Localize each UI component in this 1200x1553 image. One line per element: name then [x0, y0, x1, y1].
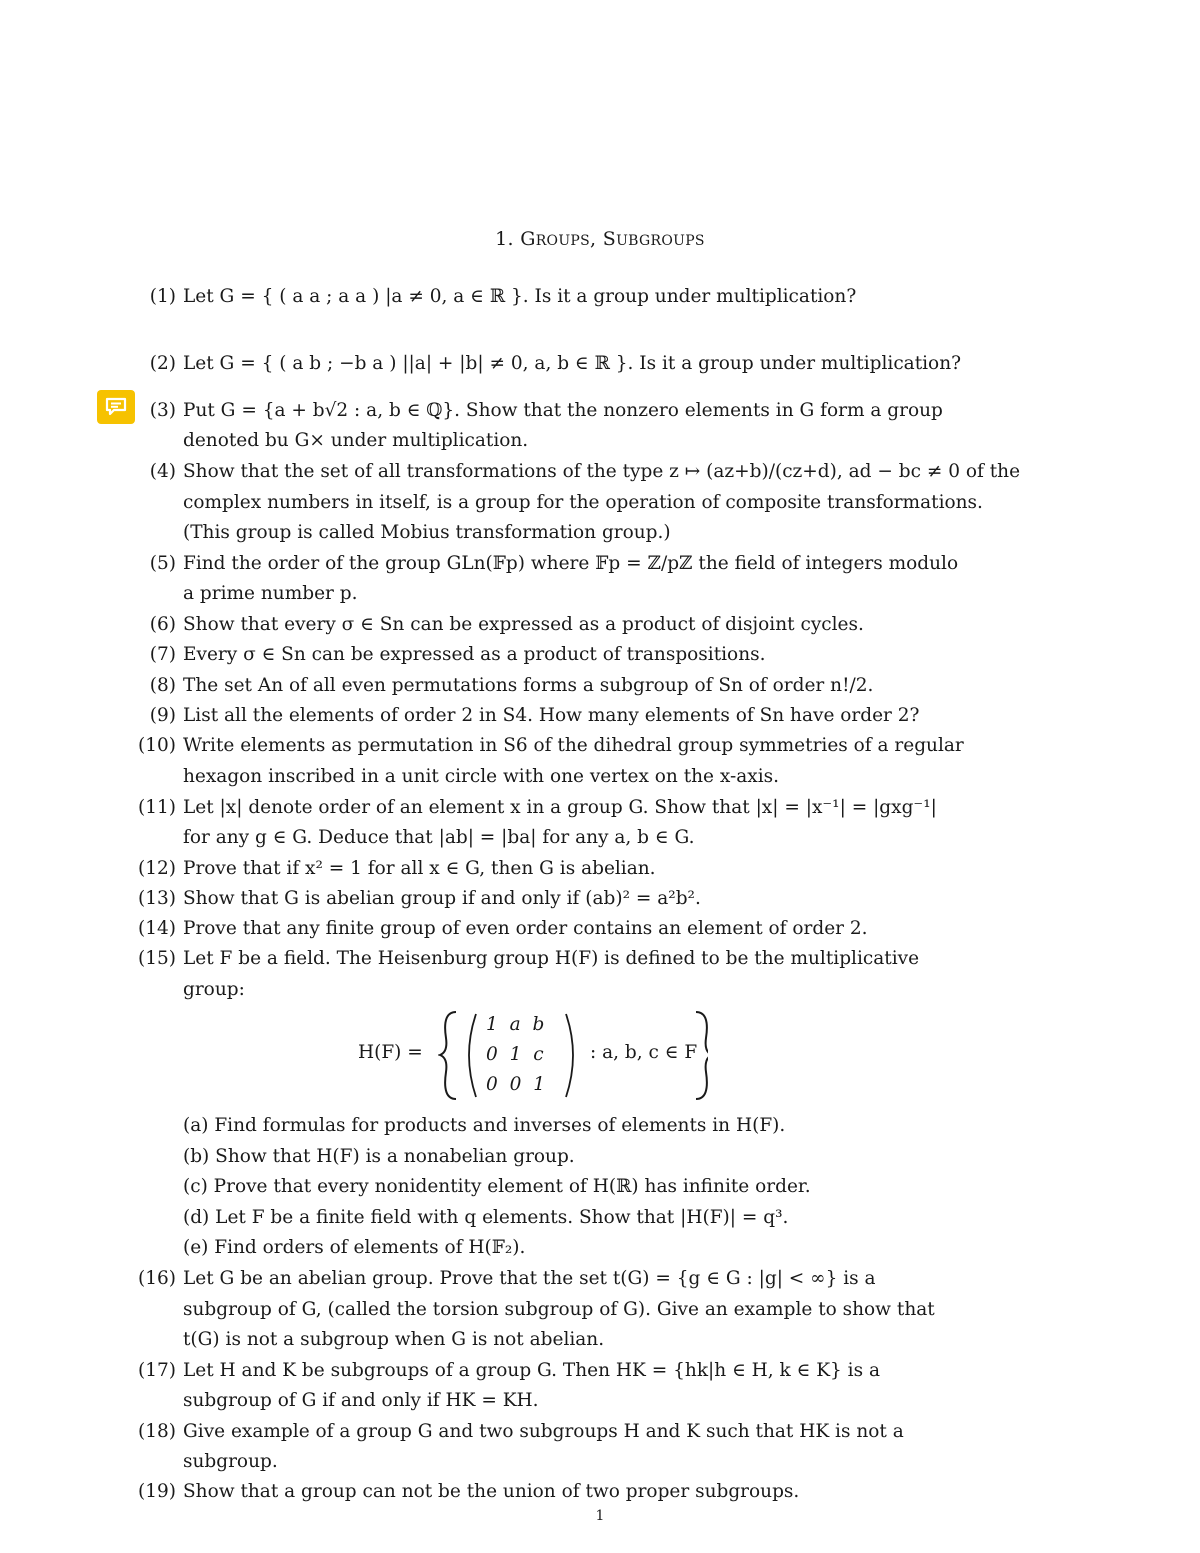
- exercise-text: a prime number p.: [183, 583, 358, 604]
- exercise-number: (9): [149, 705, 176, 726]
- exercise-number: (15): [138, 948, 176, 969]
- exercise-line: [0, 671, 1200, 701]
- exercise-text: Show that every σ ∈ Sn can be expressed as a product of disjoint cycles.: [183, 614, 864, 635]
- sub-question-text: (e) Find orders of elements of H(𝔽₂).: [183, 1237, 526, 1258]
- exercise-line: [0, 975, 1200, 1005]
- matrix-row-3: 0 0 1: [486, 1074, 546, 1095]
- exercise-line: [0, 1356, 1200, 1386]
- exercise-text: Find the order of the group GLn(𝔽p) where 𝔽p = ℤ/pℤ the field of integers modulo: [183, 553, 959, 574]
- sub-question: [0, 1142, 1200, 1172]
- exercise-number: (10): [138, 735, 176, 756]
- exercise-text: Let |x| denote order of an element x in a group G. Show that |x| = |x⁻¹| = |gxg⁻¹|: [183, 797, 937, 818]
- exercise-text: (This group is called Mobius transformation group.): [183, 522, 671, 543]
- exercise-text: Let G be an abelian group. Prove that the set t(G) = {g ∈ G : |g| < ∞} is a: [183, 1268, 876, 1289]
- exercise-number: (7): [149, 644, 176, 665]
- exercise-line: [0, 793, 1200, 823]
- title-separator: ,: [590, 228, 597, 250]
- exercise-line: [0, 1447, 1200, 1477]
- exercise-text: complex numbers in itself, is a group for the operation of composite transformations.: [183, 492, 983, 513]
- exercise-number: (4): [149, 461, 176, 482]
- exercise-text: Show that the set of all transformations of the type z ↦ (az+b)/(cz+d), ad − bc ≠ 0 of the: [183, 461, 1021, 482]
- heisenberg-group-definition: [358, 1008, 718, 1103]
- exercise-text: Let G = { ( a a ; a a ) |a ≠ 0, a ∈ ℝ }. Is it a group under multiplication?: [183, 286, 857, 307]
- exercise-text: Let G = { ( a b ; −b a ) ||a| + |b| ≠ 0, a, b ∈ ℝ }. Is it a group under multiplication?: [183, 353, 962, 374]
- exercise-line: [0, 610, 1200, 640]
- exercise-number: (13): [138, 888, 176, 909]
- exercise-text: Prove that any finite group of even order contains an element of order 2.: [183, 918, 868, 939]
- exercise-text: Show that a group can not be the union of two proper subgroups.: [183, 1481, 800, 1502]
- exercise-line: [0, 944, 1200, 974]
- exercise-line: [0, 640, 1200, 670]
- exercise-line: [0, 884, 1200, 914]
- exercise-line: [0, 1264, 1200, 1294]
- exercise-line: [0, 1386, 1200, 1416]
- sub-question-text: (a) Find formulas for products and inverses of elements in H(F).: [183, 1115, 786, 1136]
- exercise-line: [0, 426, 1200, 456]
- sub-question: [0, 1172, 1200, 1202]
- exercise-text: Every σ ∈ Sn can be expressed as a product of transpositions.: [183, 644, 766, 665]
- sub-question: [0, 1233, 1200, 1263]
- exercise-number: (5): [149, 553, 176, 574]
- exercise-text: Prove that if x² = 1 for all x ∈ G, then G is abelian.: [183, 858, 656, 879]
- exercise-line: [0, 1417, 1200, 1447]
- exercise-line: [0, 396, 1200, 426]
- exercise-number: (14): [138, 918, 176, 939]
- exercise-line: [0, 731, 1200, 761]
- exercise-number: (6): [149, 614, 176, 635]
- exercise-number: (17): [138, 1360, 176, 1381]
- exercise-line: [0, 488, 1200, 518]
- exercise-text: t(G) is not a subgroup when G is not abelian.: [183, 1329, 605, 1350]
- sub-question-text: (d) Let F be a finite field with q elements. Show that |H(F)| = q³.: [183, 1207, 789, 1228]
- title-word2-rest: UBGROUPS: [616, 233, 705, 249]
- title-word1-rest: ROUPS: [535, 233, 591, 249]
- exercise-text: Let F be a field. The Heisenburg group H(F) is defined to be the multiplicative: [183, 948, 920, 969]
- exercise-number: (8): [149, 675, 176, 696]
- section-number: 1.: [495, 228, 514, 250]
- exercise-text: denoted bu G× under multiplication.: [183, 430, 529, 451]
- matrix-row-2: 0 1 c: [486, 1044, 544, 1065]
- exercise-line: [0, 1295, 1200, 1325]
- title-word2-initial: S: [602, 228, 617, 250]
- exercise-line: [0, 1325, 1200, 1355]
- exercise-text: Show that G is abelian group if and only if (ab)² = a²b².: [183, 888, 701, 909]
- exercise-number: (1): [149, 286, 176, 307]
- sub-question-text: (c) Prove that every nonidentity element of H(ℝ) has infinite order.: [183, 1176, 811, 1197]
- exercise-number: (3): [149, 400, 176, 421]
- exercise-line: [0, 349, 1200, 379]
- sub-question: [0, 1111, 1200, 1141]
- exercise-text: Give example of a group G and two subgroups H and K such that HK is not a: [183, 1421, 904, 1442]
- exercise-text: hexagon inscribed in a unit circle with one vertex on the x-axis.: [183, 766, 780, 787]
- exercise-number: (19): [138, 1481, 176, 1502]
- matrix-row-1: 1 a b: [486, 1014, 545, 1035]
- exercise-line: [0, 282, 1200, 312]
- page-number: 1: [595, 1508, 605, 1524]
- sub-question-text: (b) Show that H(F) is a nonabelian group.: [183, 1146, 575, 1167]
- sub-question: [0, 1203, 1200, 1233]
- exercise-line: [0, 823, 1200, 853]
- exercise-text: subgroup of G if and only if HK = KH.: [183, 1390, 539, 1411]
- exercise-number: (2): [149, 353, 176, 374]
- exercise-text: List all the elements of order 2 in S4. How many elements of Sn have order 2?: [183, 705, 920, 726]
- exercise-text: for any g ∈ G. Deduce that |ab| = |ba| for any a, b ∈ G.: [183, 827, 695, 848]
- exercise-text: group:: [183, 979, 245, 1000]
- exercise-text: Put G = {a + b√2 : a, b ∈ ℚ}. Show that the nonzero elements in G form a group: [183, 400, 943, 421]
- exercise-line: [0, 854, 1200, 884]
- exercise-number: (12): [138, 858, 176, 879]
- exercise-text: The set An of all even permutations forms a subgroup of Sn of order n!/2.: [183, 675, 874, 696]
- exercise-text: subgroup.: [183, 1451, 278, 1472]
- section-title: [0, 228, 1200, 250]
- heisenberg-lhs: H(F) =: [358, 1042, 423, 1063]
- exercise-text: Write elements as permutation in S6 of the dihedral group symmetries of a regular: [183, 735, 964, 756]
- exercise-line: [0, 1477, 1200, 1507]
- exercise-line: [0, 762, 1200, 792]
- exercise-number: (16): [138, 1268, 176, 1289]
- exercise-number: (11): [138, 797, 176, 818]
- exercise-line: [0, 914, 1200, 944]
- exercise-line: [0, 701, 1200, 731]
- exercise-line: [0, 549, 1200, 579]
- exercise-line: [0, 579, 1200, 609]
- title-word1-initial: G: [520, 228, 536, 250]
- exercise-line: [0, 518, 1200, 548]
- exercise-text: Let H and K be subgroups of a group G. Then HK = {hk|h ∈ H, k ∈ K} is a: [183, 1360, 880, 1381]
- exercise-number: (18): [138, 1421, 176, 1442]
- exercise-text: subgroup of G, (called the torsion subgroup of G). Give an example to show that: [183, 1299, 935, 1320]
- exercise-line: [0, 457, 1200, 487]
- heisenberg-condition: : a, b, c ∈ F: [590, 1042, 698, 1063]
